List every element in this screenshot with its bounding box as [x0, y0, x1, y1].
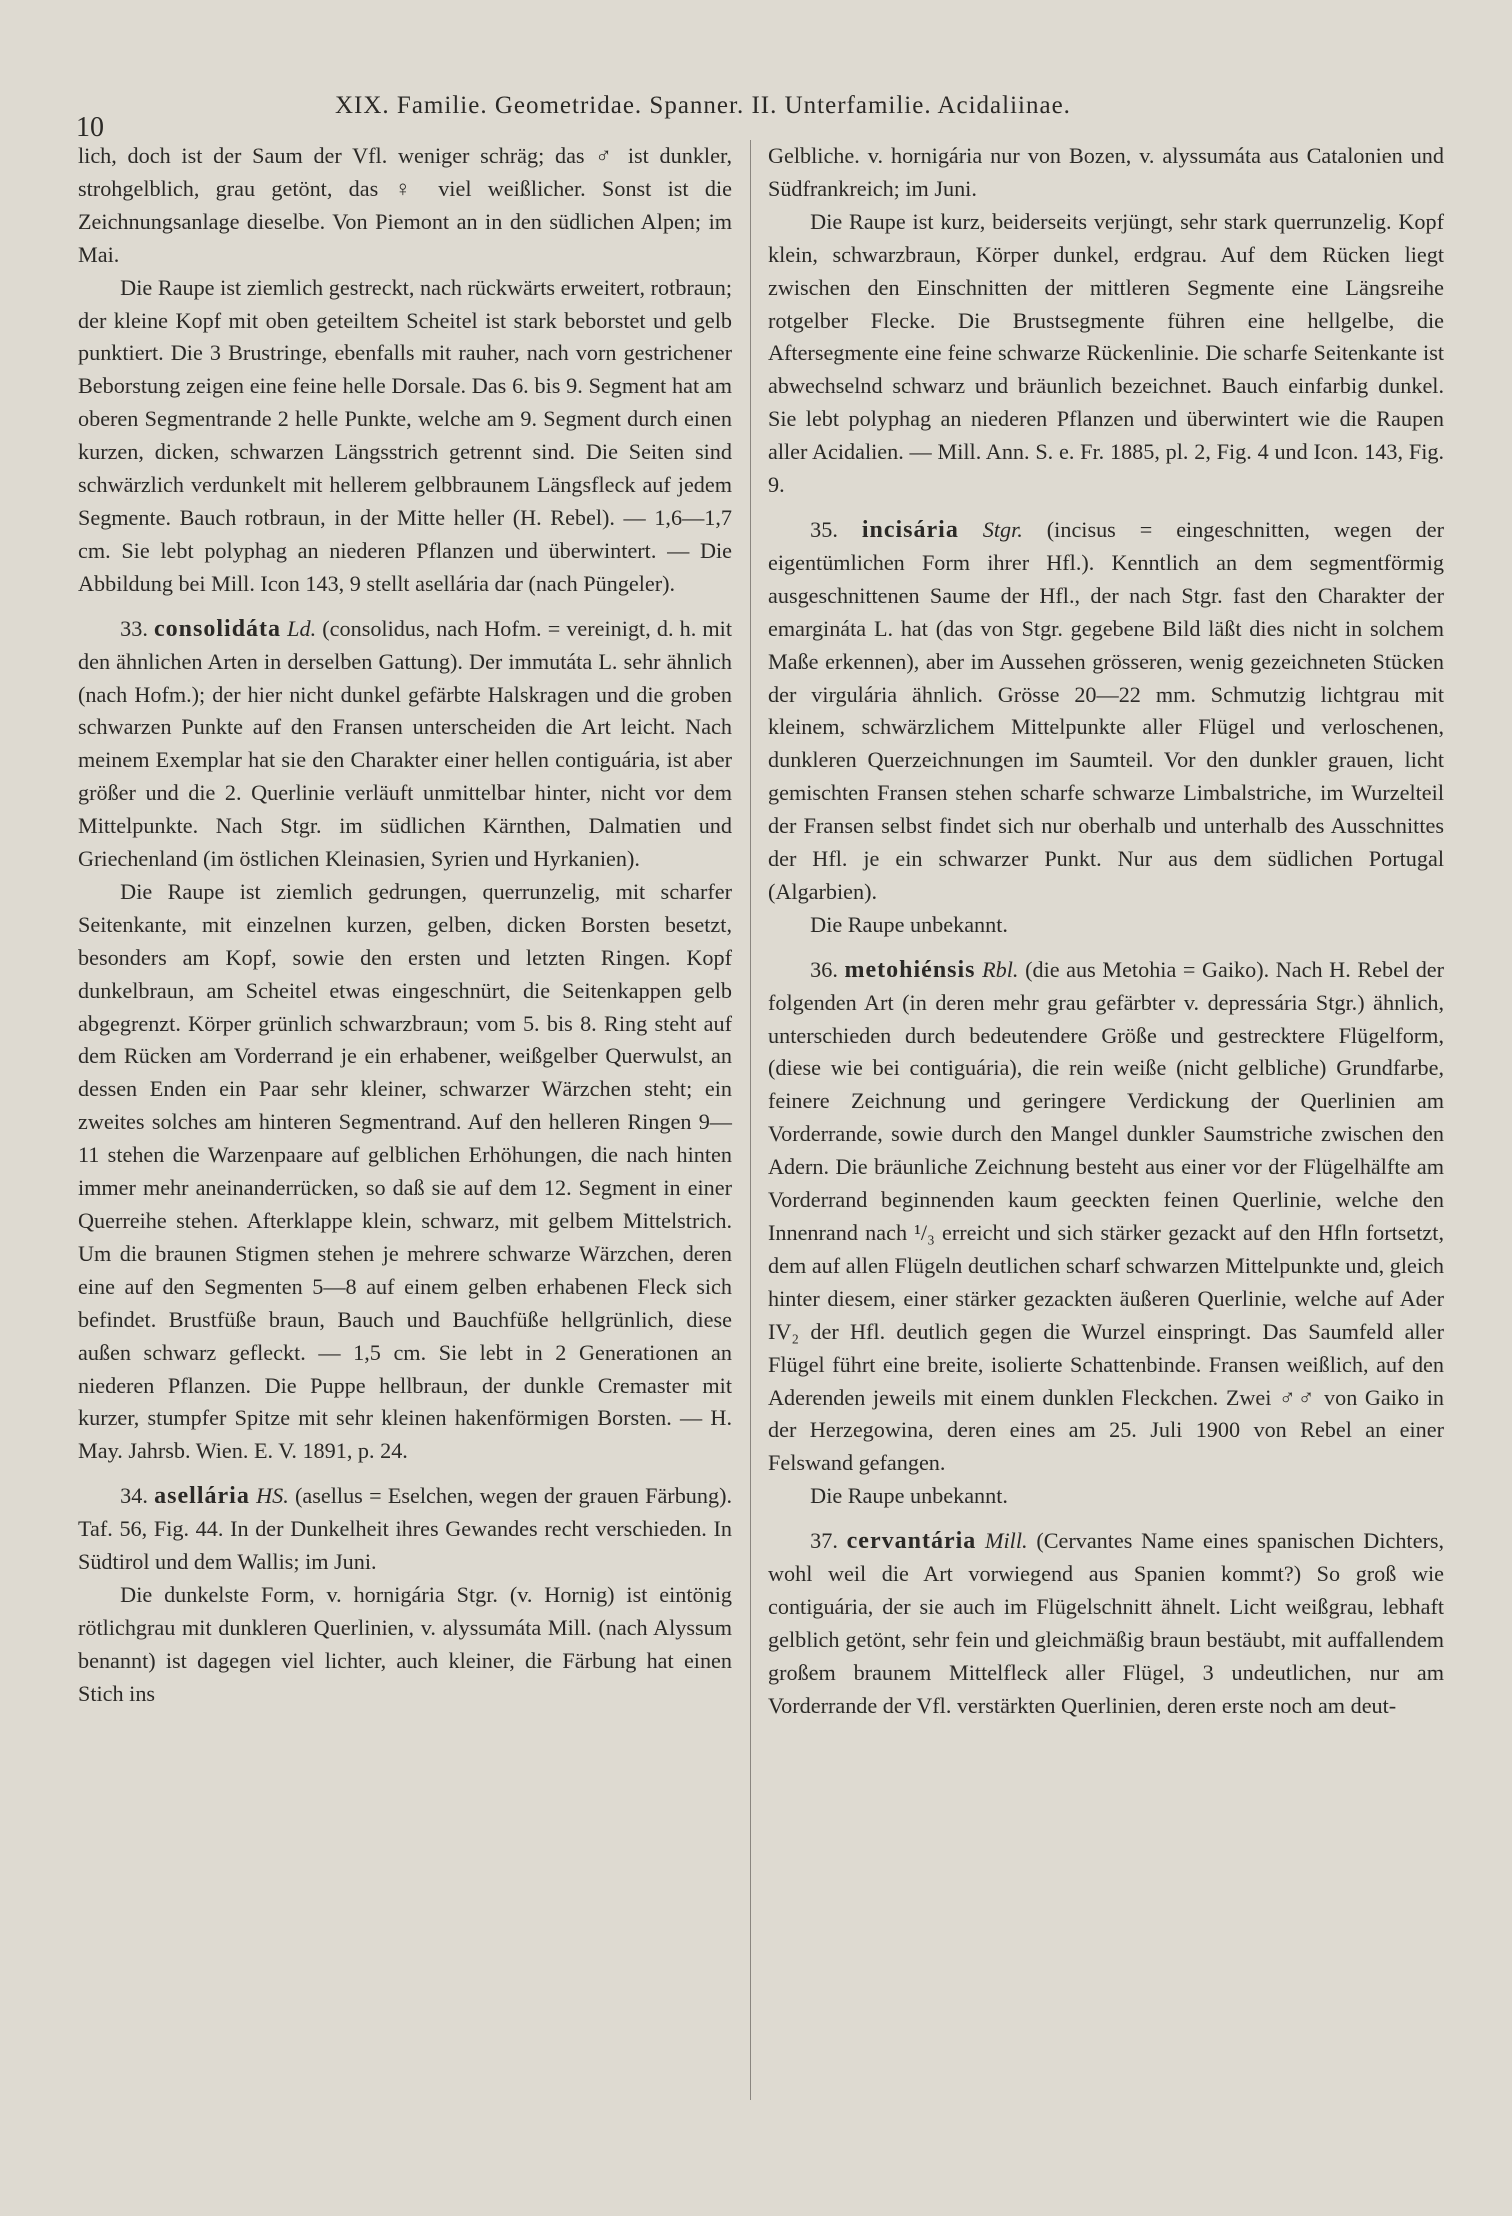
species-author: Rbl.: [982, 956, 1019, 982]
running-header: [0, 70, 1512, 143]
species-description: (consolidus, nach Hofm. = vereinigt, d. h. mit den ähnlichen Arten in derselben Gattung). Der immutáta L. sehr ähnlich (nach Hofm.); der hier nicht dunkel gefärbte Halskragen und die groben schwarzen Punkte auf den Fransen unterscheiden die Art leicht. Nach meinem Exemplar hat sie den Charakter einer hellen contiguária, ist aber größer und die 2. Querlinie verläuft unmittelbar hinter, nicht vor dem Mittelpunkte. Nach Stgr. im südlichen Kärnthen, Dalmatien und Griechenland (im östlichen Kleinasien, Syrien und Hyrkanien).: [78, 615, 732, 872]
species-entry-35: [768, 514, 1444, 909]
species-author: Mill.: [985, 1528, 1028, 1554]
paragraph: Die Raupe ist kurz, beiderseits verjüngt, sehr stark querrunzelig. Kopf klein, schwarzbraun, Körper dunkel, erdgrau. Auf dem Rücken liegt zwischen den Einschnitten der mittleren Segmente eine Längsreihe rotgelber Flecke. Die Brustsegmente führen eine hellgelbe, die Aftersegmente eine feine schwarze Rückenlinie. Die scharfe Seitenkante ist abwechselnd schwarz und bräunlich bezeichnet. Bauch einfarbig dunkel. Sie lebt polyphag an niederen Pflanzen und überwintert wie die Raupen aller Acidalien. — Mill. Ann. S. e. Fr. 1885, pl. 2, Fig. 4 und Icon. 143, Fig. 9.: [768, 208, 1444, 498]
species-name: incisária: [861, 516, 959, 543]
species-entry-33: [78, 613, 732, 876]
column-divider: [750, 140, 751, 2100]
species-description: (incisus = eingeschnitten, wegen der eigentümlichen Form ihrer Hfl.). Kenntlich an dem segmentförmig ausgeschnittenen Saume der Hfl., der nach Stgr. fast den Charakter der emargináta L. hat (das von Stgr. gegebene Bild läßt dies nicht in solchem Maße erkennen), aber im Aussehen grösseren, wenig gezeichneten Stücken der virgulária ähnlich. Grösse 20—22 mm. Schmutzig lichtgrau mit kleinem, schwärzlichem Mittelpunkte aller Flügel und verloschenen, dunkleren Querzeichnungen im Saumteil. Vor den dunkler grauen, licht gemischten Fransen stehen scharfe schwarze Limbalstriche, im Wurzelteil der Fransen selbst findet sich nur oberhalb und unterhalb des Ausschnittes der Hfl. je ein schwarzer Punkt. Nur aus dem südlichen Portugal (Algarbien).: [768, 516, 1444, 904]
species-description: (asellus = Eselchen, wegen der grauen Färbung). Taf. 56, Fig. 44. In der Dunkelheit ihres Gewandes recht verschieden. In Südtirol und dem Wallis; im Juni.: [78, 1483, 733, 1575]
species-number: 35.: [810, 516, 838, 542]
species-entry-37: [768, 1525, 1444, 1722]
paragraph: Die Raupe ist ziemlich gestreckt, nach rückwärts erweitert, rotbraun; der kleine Kopf mit oben geteiltem Scheitel ist stark beborstet und gelb punktiert. Die 3 Brustringe, ebenfalls mit rauher, nach vorn gestrichener Beborstung zeigen eine feine helle Dorsale. Das 6. bis 9. Segment hat am oberen Segmentrande 2 helle Punkte, welche am 9. Segment durch einen kurzen, dicken, schwarzen Längsstrich getrennt sind. Die Seiten sind schwärzlich verdunkelt mit hellerem gelbbraunem Längsfleck auf jedem Segmente. Bauch rotbraun, in der Mitte heller (H. Rebel). — 1,6—1,7 cm. Sie lebt polyphag an niederen Pflanzen und überwintert. — Die Abbildung bei Mill. Icon 143, 9 stellt asellária dar (nach Püngeler).: [78, 274, 732, 596]
species-entry-34: [78, 1480, 732, 1579]
species-number: 33.: [120, 615, 148, 641]
species-description: (die aus Metohia = Gaiko). Nach H. Rebel der folgenden Art (in deren mehr grau gefärbter v. depressária Stgr.) ähnlich, unterschieden durch bedeutendere Größe und gestrecktere Flügelform, (diese wie bei contiguária), die rein weiße (nicht gelbliche) Grundfarbe, feinere Zeichnung und geringere Verdickung der Querlinien am Vorderrande, sowie durch den Mangel dunkler Saumstriche zwischen den Adern. Die bräunliche Zeichnung besteht aus einer vor der Flügelhälfte am Vorderrand beginnenden kaum geeckten feinen Querlinie, welche den Innenrand nach ¹/₃ erreicht und sich stärker gezackt auf den Hfln fortsetzt, dem auf allen Flügeln deutlichen scharf schwarzen Mittelpunkte und, gleich hinter diesem, einer stärker gezackten äußeren Querlinie, welche auf Ader IV₂ der Hfl. deutlich gegen die Wurzel einspringt. Das Saumfeld aller Flügel führt eine breite, isolierte Schattenbinde. Fransen weißlich, auf den Aderenden jeweils mit einem dunklen Fleckchen. Zwei ♂♂ von Gaiko in der Herzegowina, deren eines am 25. Juli 1900 von Rebel an einer Felswand gefangen.: [768, 956, 1445, 1476]
page-number: 10: [76, 112, 104, 143]
paragraph: lich, doch ist der Saum der Vfl. weniger schräg; das ♂ ist dunkler, strohgelblich, grau getönt, das ♀ viel weißlicher. Sonst ist die Zeichnungsanlage dieselbe. Von Piemont an in den südlichen Alpen; im Mai.: [78, 143, 732, 267]
species-author: Ld.: [287, 615, 317, 641]
species-name: cervantária: [846, 1528, 977, 1555]
species-entry-36: [768, 954, 1444, 1481]
species-name: asellária: [154, 1483, 250, 1510]
species-description: (Cervantes Name eines spanischen Dichters, wohl weil die Art vorwiegend aus Spanien kommt?) So groß wie contiguária, der sie auch im Flügelschnitt ähnelt. Licht weißgrau, lebhaft gelblich getönt, sehr fein und gleichmäßig braun bestäubt, mit auffallendem großem braunem Mittelfleck aller Flügel, 3 undeutlichen, nur am Vorderrande der Vfl. verstärkten Querlinien, deren erste noch am deut-: [768, 1528, 1445, 1718]
species-name: consolidáta: [154, 615, 282, 642]
paragraph: Die Raupe unbekannt.: [810, 1483, 1008, 1509]
species-number: 37.: [810, 1528, 838, 1554]
left-column: [78, 140, 732, 1711]
paragraph: Die dunkelste Form, v. hornigária Stgr. (v. Hornig) ist eintönig rötlichgrau mit dunkleren Querlinien, v. alyssumáta Mill. (nach Alyssum benannt) ist dagegen viel lichter, auch kleiner, die Färbung hat einen Stich ins: [78, 1581, 732, 1706]
right-column: [768, 140, 1444, 1723]
species-number: 34.: [120, 1483, 148, 1509]
paragraph: Die Raupe unbekannt.: [810, 911, 1008, 937]
paragraph: Die Raupe ist ziemlich gedrungen, querrunzelig, mit scharfer Seitenkante, mit einzelnen kurzen, gelben, dicken Borsten besetzt, besonders am Kopf, sowie den ersten und letzten Ringen. Kopf dunkelbraun, am Scheitel etwas eingeschnürt, die Seitenkappen gelb abgegrenzt. Körper grünlich schwarzbraun; vom 5. bis 8. Ring steht auf dem Rücken am Vorderrand je ein erhabener, weißgelber Querwulst, an dessen Enden ein Paar sehr kleiner, schwarzer Wärzchen steht; ein zweites solches am hinteren Segmentrand. Auf den helleren Ringen 9—11 stehen die Warzenpaare auf gelblichen Erhöhungen, die nach hinten immer mehr aneinanderrücken, so daß sie auf dem 12. Segment in einer Querreihe stehen. Afterklappe klein, schwarz, mit gelbem Mittelstrich. Um die braunen Stigmen stehen je mehrere schwarze Wärzchen, deren eine auf den Segmenten 5—8 auf einem gelben erhabenen Fleck sich befindet. Brustfüße braun, Bauch und Bauchfüße hellgrünlich, diese außen schwarz gefleckt. — 1,5 cm. Sie lebt in 2 Generationen an niederen Pflanzen. Die Puppe hellbraun, der dunkle Cremaster mit kurzer, stumpfer Spitze mit sehr kleinen hakenförmigen Borsten. — H. May. Jahrsb. Wien. E. V. 1891, p. 24.: [78, 878, 732, 1464]
species-author: HS.: [256, 1483, 289, 1509]
species-number: 36.: [810, 956, 838, 982]
running-title: XIX. Familie. Geometridae. Spanner. II. Unterfamilie. Acidaliinae.: [335, 92, 1071, 119]
paragraph: Gelbliche. v. hornigária nur von Bozen, v. alyssumáta aus Catalonien und Südfrankreich; im Juni.: [768, 143, 1444, 201]
species-name: metohiénsis: [844, 956, 976, 983]
species-author: Stgr.: [982, 516, 1023, 542]
